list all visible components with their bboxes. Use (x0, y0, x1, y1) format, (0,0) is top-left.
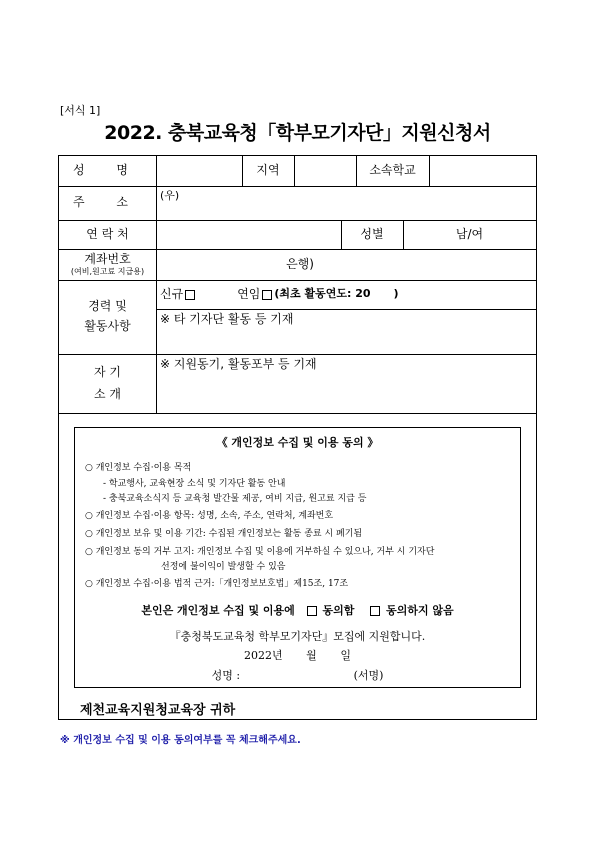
address-label: 주 소 (73, 195, 142, 210)
first-year-label: (최초 활동연도: 20 ) (274, 287, 399, 301)
region-label: 지역 (256, 163, 280, 178)
renew-label: 연임 (237, 286, 261, 301)
date-line (75, 647, 520, 663)
consent-item: ○ 개인정보 동의 거부 고지: 개인정보 수집 및 이용에 거부하실 수 있으나, 거부 시 기자단 (85, 547, 435, 557)
consent-item: ○ 개인정보 수집·이용 항목: 성명, 소속, 주소, 연락처, 계좌번호 (85, 511, 334, 521)
agree-label: 동의함 (322, 604, 355, 617)
page-title: 2022. 충북교육청「학부모기자단」지원신청서 (104, 122, 491, 144)
renew-checkbox[interactable] (262, 290, 272, 300)
intro-label-cell (59, 354, 156, 413)
contact-field[interactable] (156, 220, 341, 249)
career-label-cell (59, 280, 156, 354)
bank-text: 은행) (286, 256, 314, 271)
intro-note: ※ 지원동기, 활동포부 등 기재 (160, 357, 317, 371)
account-label: 계좌번호 (84, 251, 131, 266)
intro-field[interactable] (156, 354, 536, 413)
bank-field[interactable] (156, 249, 536, 280)
account-sublabel: (여비,원고료 지급용) (70, 267, 145, 277)
consent-item: - 충북교육소식지 등 교육청 발간물 제공, 여비 지급, 원고료 지급 등 (103, 494, 367, 504)
consent-item: ○ 개인정보 수집·이용 목적 (85, 463, 192, 473)
consent-title: 《 개인정보 수집 및 이용 동의 》 (216, 436, 379, 449)
address-field[interactable]: (우) (160, 189, 180, 202)
career-type-row (156, 280, 536, 309)
disagree-checkbox[interactable] (370, 606, 380, 616)
gender-label: 성별 (360, 226, 384, 241)
intro-label-2: 소 개 (94, 386, 121, 401)
region-field[interactable] (294, 156, 356, 186)
consent-item: ○ 개인정보 수집·이용 법적 근거:「개인정보보호법」제15조, 17조 (85, 579, 349, 589)
date-month: 월 (306, 649, 317, 662)
signature-label: 성명 : (211, 669, 241, 682)
school-label: 소속학교 (369, 163, 416, 178)
disagree-label: 동의하지 않음 (386, 604, 454, 617)
date-day: 일 (340, 649, 351, 662)
agree-checkbox[interactable] (307, 606, 317, 616)
signature-line (75, 667, 520, 683)
career-note: ※ 타 기자단 활동 등 기재 (160, 312, 294, 326)
career-label-1: 경력 및 (88, 299, 127, 314)
date-year: 2022년 (244, 649, 283, 662)
signature-mark: (서명) (353, 669, 384, 682)
new-checkbox[interactable] (185, 290, 195, 300)
consent-item: 선정에 불이익이 발생할 수 있음 (161, 562, 286, 572)
agree-prefix: 본인은 개인정보 수집 및 이용에 (141, 604, 295, 617)
new-label: 신규 (160, 286, 184, 301)
addressee: 제천교육지원청교육장 귀하 (80, 703, 236, 718)
consent-box (74, 427, 521, 688)
apply-statement: 『충청북도교육청 학부모기자단』모집에 지원합니다. (169, 630, 426, 643)
account-label-cell (59, 249, 156, 280)
career-field[interactable] (156, 309, 536, 354)
name-field[interactable] (156, 156, 242, 186)
gender-field[interactable]: 남/여 (455, 226, 484, 241)
consent-reminder-note: ※ 개인정보 수집 및 이용 동의여부를 꼭 체크해주세요. (60, 735, 301, 746)
intro-label-1: 자 기 (94, 364, 121, 379)
consent-item: - 학교행사, 교육현장 소식 및 기자단 활동 안내 (103, 479, 286, 489)
consent-item: ○ 개인정보 보유 및 이용 기간: 수집된 개인정보는 활동 종료 시 폐기됨 (85, 529, 363, 539)
consent-agree-row (75, 602, 520, 618)
contact-label: 연 락 처 (86, 226, 129, 241)
name-label: 성 명 (73, 163, 142, 178)
school-field[interactable] (429, 156, 536, 186)
career-label-2: 활동사항 (84, 319, 131, 333)
form-label: [서식 1] (60, 104, 101, 117)
